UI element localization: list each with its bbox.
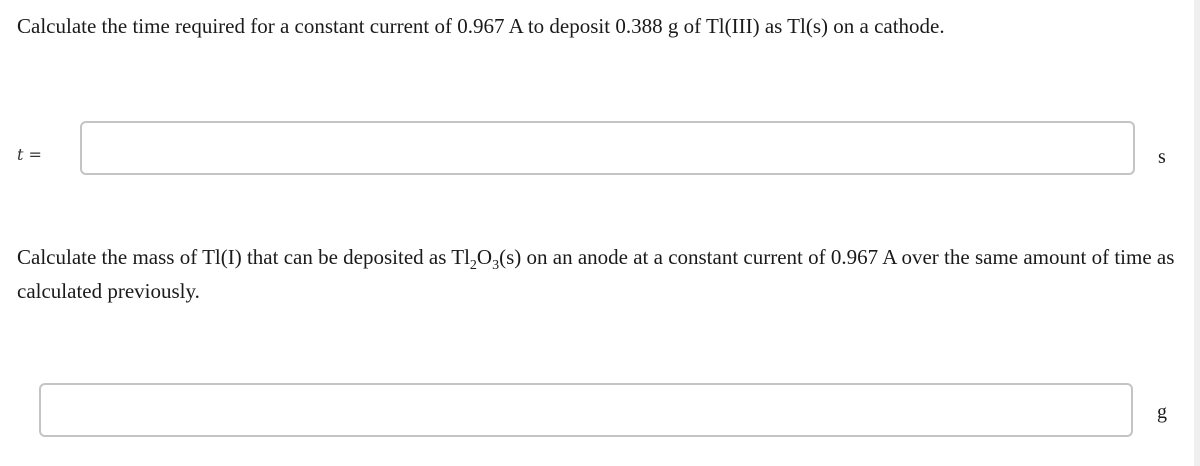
mass-answer-input[interactable] <box>39 383 1133 437</box>
time-variable-label <box>17 145 42 164</box>
time-unit-label: s <box>1158 146 1166 168</box>
question-1-prompt: Calculate the time required for a constant current of 0.967 A to deposit 0.388 g of Tl(III) as Tl(s) on a cathode. <box>17 14 945 38</box>
question-2-prompt <box>17 240 1177 308</box>
equals-sign: = <box>28 145 42 164</box>
time-variable: t <box>17 145 24 164</box>
time-answer-input[interactable] <box>80 121 1135 175</box>
question-2-text-end: (s) on an anode at a constant current of 0.967 A over the same amount of time as calculated previously. <box>17 245 1175 303</box>
subscript-3: 3 <box>492 258 500 273</box>
mass-unit-label: g <box>1157 401 1167 423</box>
subscript-2: 2 <box>469 258 477 273</box>
scrollbar-track[interactable] <box>1194 0 1200 466</box>
oxygen-symbol: O <box>476 245 493 269</box>
question-2-text-start: Calculate the mass of Tl(I) that can be deposited as Tl <box>17 245 470 269</box>
